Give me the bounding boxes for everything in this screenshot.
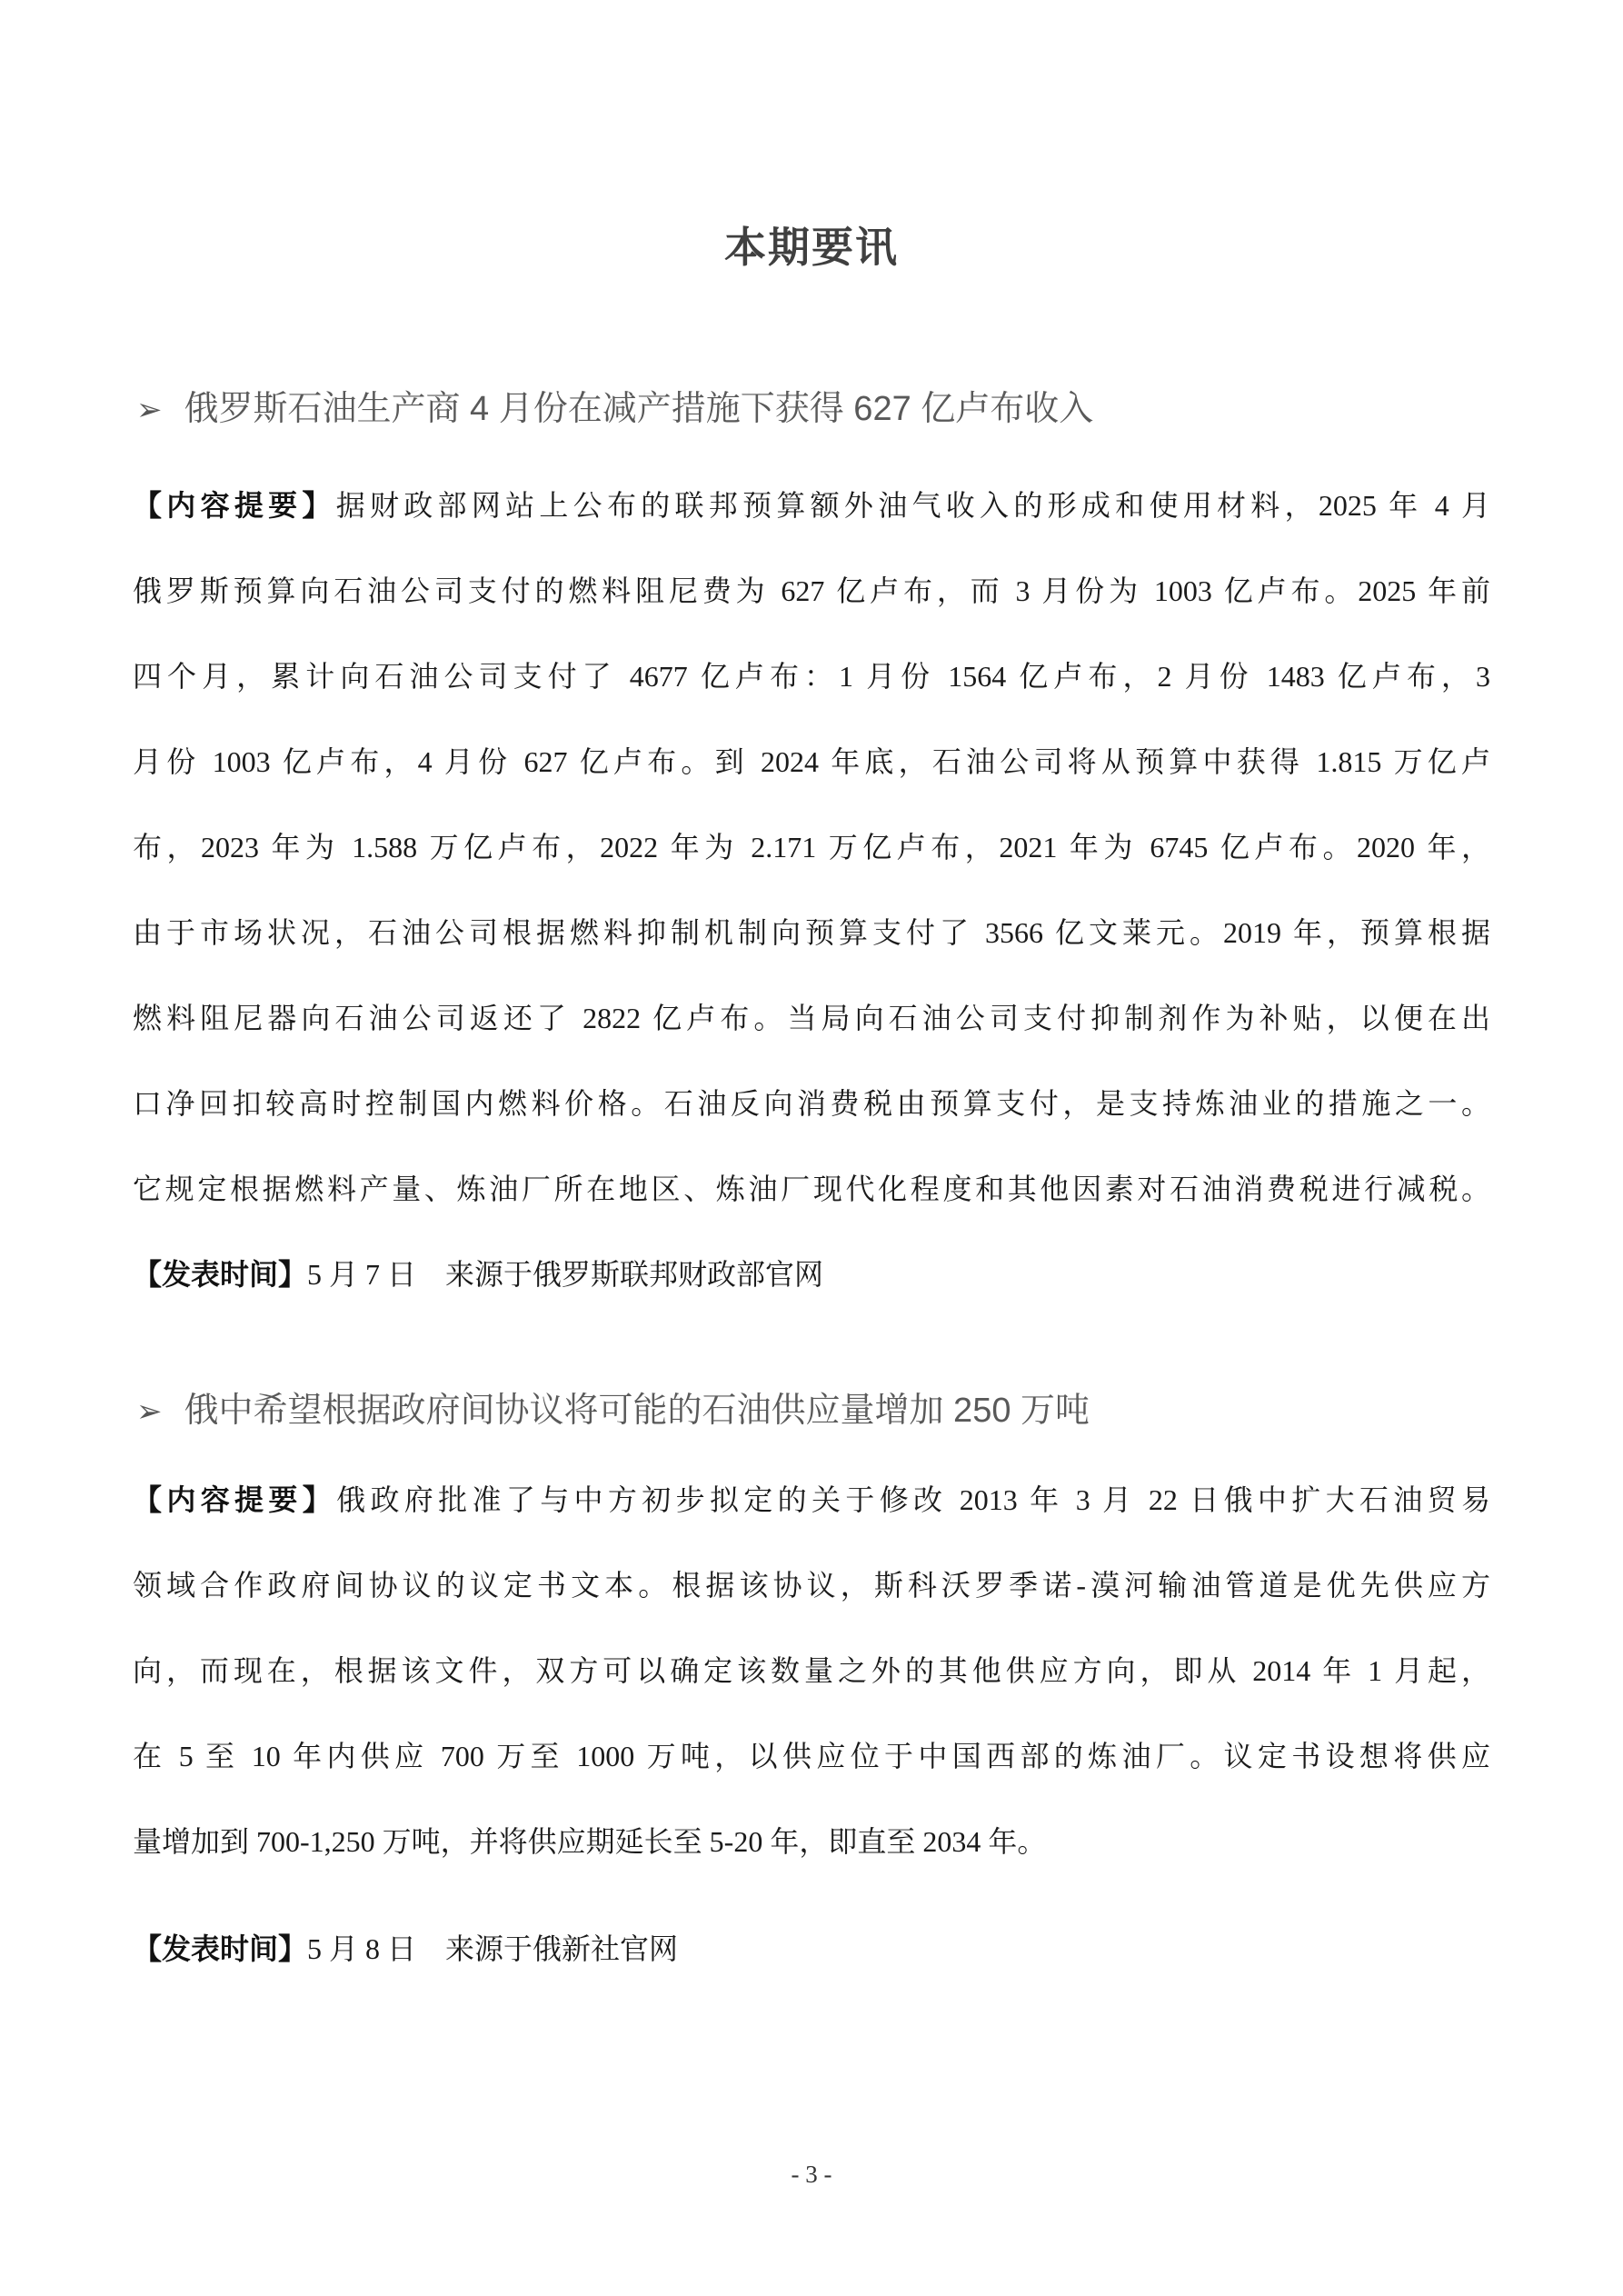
- summary-label: 【内容提要】: [133, 489, 336, 522]
- publish-time-label: 【发表时间】: [133, 1932, 308, 1965]
- paragraph-line: 领域合作政府间协议的议定书文本。根据该协议，斯科沃罗季诺-漠河输油管道是优先供应方: [133, 1569, 1490, 1602]
- paragraph-text: 据财政部网站上公布的联邦预算额外油气收入的形成和使用材料，2025 年 4 月: [335, 489, 1490, 522]
- page-number: - 3 -: [791, 2161, 832, 2188]
- paragraph-text: 俄政府批准了与中方初步拟定的关于修改 2013 年 3 月 22 日俄中扩大石油贸易: [336, 1483, 1490, 1516]
- section-body-1: [133, 463, 1490, 1317]
- section-heading-1: [133, 384, 1490, 435]
- arrow-bullet-icon: ➢: [136, 393, 163, 427]
- publish-time-label: 【发表时间】: [133, 1258, 308, 1291]
- section-heading-text: 俄罗斯石油生产商 4 月份在减产措施下获得 627 亿卢布收入: [184, 390, 1094, 428]
- section-heading-text: 俄中希望根据政府间协议将可能的石油供应量增加 250 万吨: [184, 1392, 1090, 1430]
- paragraph-line: 燃料阻尼器向石油公司返还了 2822 亿卢布。当局向石油公司支付抑制剂作为补贴，以便在出: [133, 1002, 1490, 1034]
- page-title: 本期要讯: [724, 224, 899, 271]
- paragraph-line: 俄罗斯预算向石油公司支付的燃料阻尼费为 627 亿卢布，而 3 月份为 1003 亿卢布。2025 年前: [133, 574, 1490, 607]
- paragraph-line: 在 5 至 10 年内供应 700 万至 1000 万吨，以供应位于中国西部的炼油厂。议定书设想将供应: [133, 1740, 1490, 1772]
- paragraph-line: 口净回扣较高时控制国内燃料价格。石油反向消费税由预算支付，是支持炼油业的措施之一。: [133, 1087, 1490, 1120]
- publish-time-text: 5 月 7 日 来源于俄罗斯联邦财政部官网: [307, 1258, 824, 1291]
- paragraph-line: [133, 1457, 1490, 1542]
- paragraph-line: 向，而现在，根据该文件，双方可以确定该数量之外的其他供应方向，即从 2014 年 1 月起，: [133, 1654, 1490, 1687]
- arrow-bullet-icon: ➢: [136, 1394, 163, 1429]
- section-body-2: [133, 1457, 1490, 1992]
- publish-time-text: 5 月 8 日 来源于俄新社官网: [307, 1932, 679, 1965]
- paragraph-line: 它规定根据燃料产量、炼油厂所在地区、炼油厂现代化程度和其他因素对石油消费税进行减税。: [133, 1173, 1490, 1205]
- section-heading-2: [133, 1385, 1490, 1437]
- publish-time-line: [133, 1232, 1490, 1317]
- summary-label: 【内容提要】: [133, 1483, 337, 1516]
- paragraph-line: 四个月，累计向石油公司支付了 4677 亿卢布：1 月份 1564 亿卢布，2 月份 1483 亿卢布，3: [133, 660, 1490, 693]
- paragraph-line: 由于市场状况，石油公司根据燃料抑制机制向预算支付了 3566 亿文莱元。2019 年，预算根据: [133, 916, 1490, 949]
- paragraph-line: 布，2023 年为 1.588 万亿卢布，2022 年为 2.171 万亿卢布，2021 年为 6745 亿卢布。2020 年，: [133, 831, 1490, 863]
- paragraph-line: 量增加到 700-1,250 万吨，并将供应期延长至 5-20 年，即直至 2034 年。: [133, 1825, 1047, 1858]
- paragraph-line: [133, 463, 1490, 548]
- publish-time-line: [133, 1906, 1490, 1992]
- paragraph-line: 月份 1003 亿卢布，4 月份 627 亿卢布。到 2024 年底，石油公司将从预算中获得 1.815 万亿卢: [133, 745, 1490, 778]
